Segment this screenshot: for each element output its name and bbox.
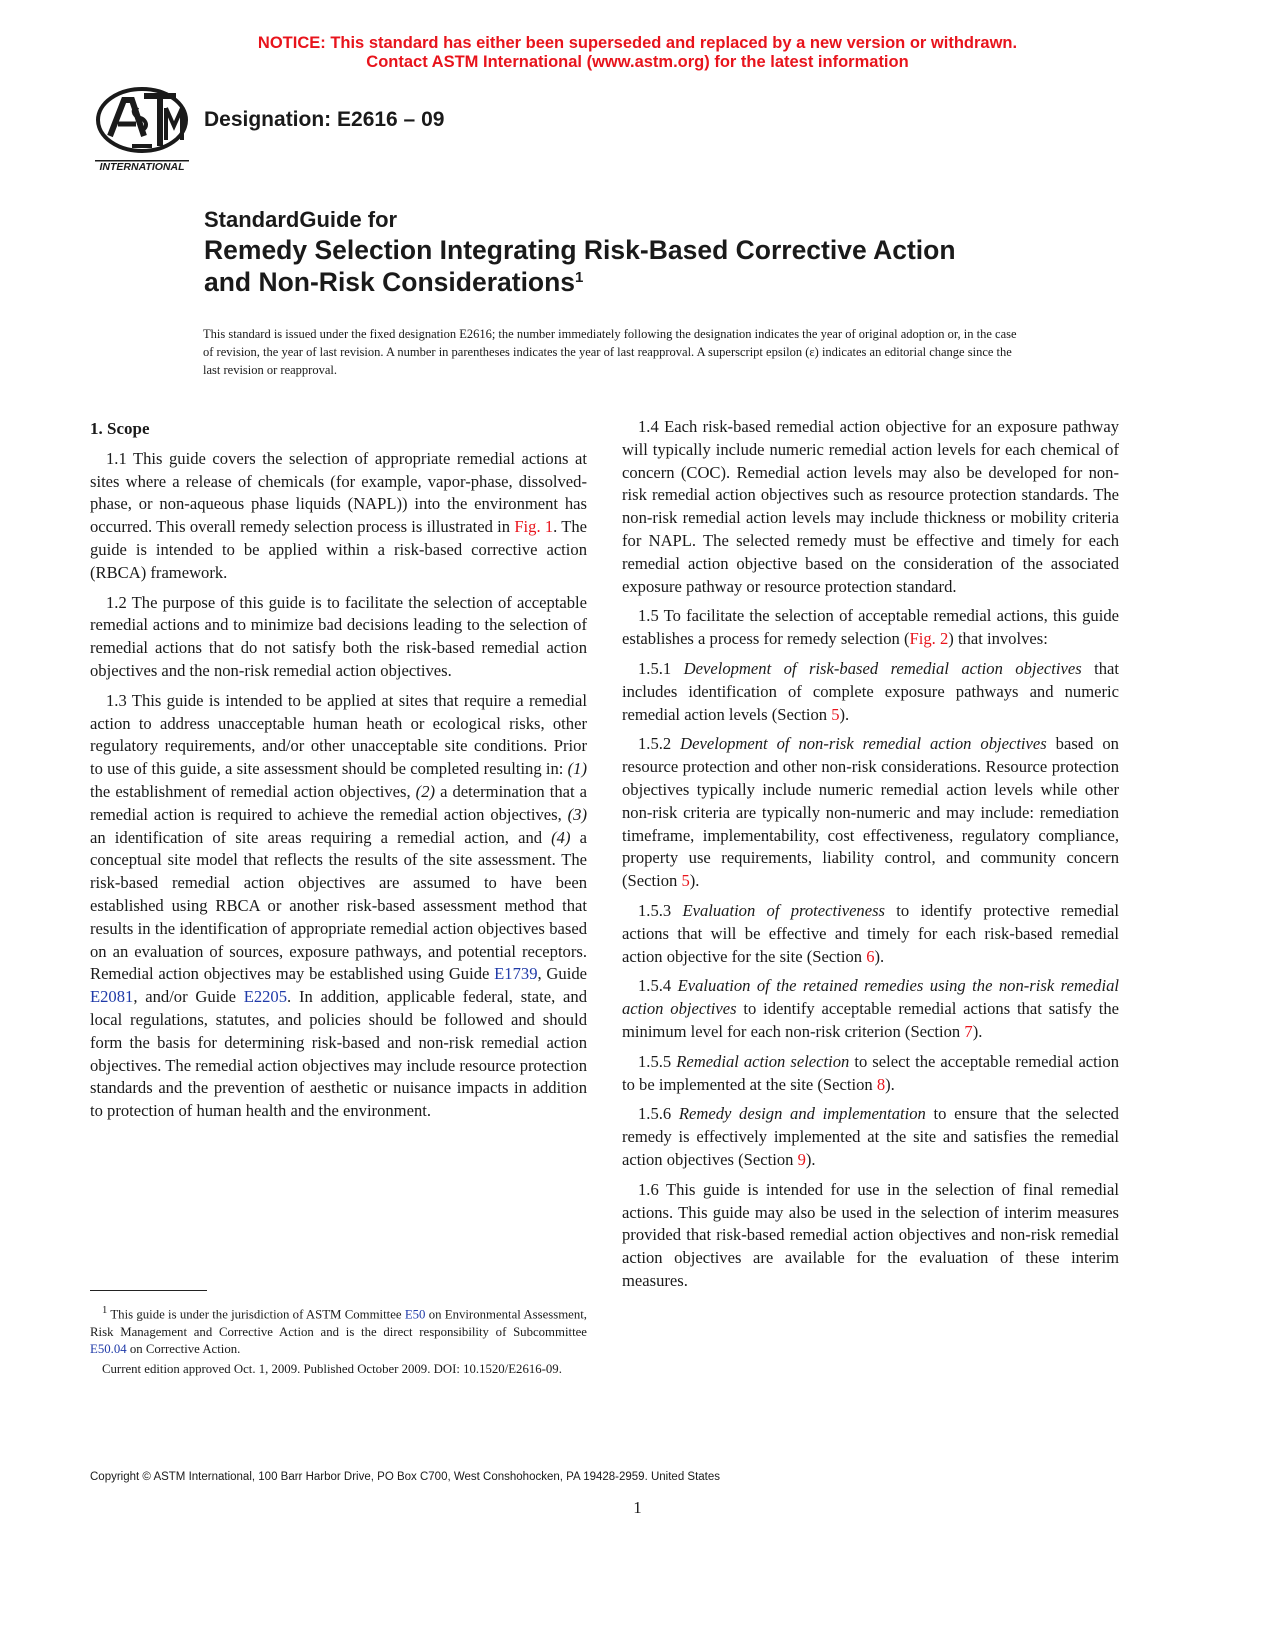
- text-span: ).: [874, 946, 885, 966]
- text-span: a determination that a remedial action is required to achieve the remedial action objectives,: [90, 781, 588, 824]
- text-span: that includes identification of complete exposure pathways and numeric remedial action levels (Section: [622, 658, 1119, 724]
- text-span: 1.5 To facilitate the selection of acceptable remedial actions, this guide establishes a process for remedy selection (: [622, 606, 1119, 649]
- paragraph-1-5: [622, 605, 1119, 651]
- title-line-3: [204, 266, 1104, 298]
- copyright: Copyright © ASTM International, 100 Barr Harbor Drive, PO Box C700, West Conshohocken, PA 19428-2959. United States: [90, 1471, 721, 1483]
- footnote-mark: 1: [102, 1305, 108, 1316]
- paragraph-1-3: [90, 690, 587, 1123]
- text-span: ).: [972, 1021, 983, 1041]
- footnote: [90, 1302, 587, 1381]
- text-span: on Corrective Action.: [126, 1342, 241, 1357]
- paragraph-1-5-4: [622, 975, 1119, 1043]
- notice-banner: [0, 34, 1275, 72]
- title-line-1: StandardGuide for: [204, 207, 398, 232]
- footnote-1: [90, 1302, 587, 1359]
- astm-logo-graphic: [92, 86, 192, 172]
- text-span: 1.3 This guide is intended to be applied at sites that require a remedial action to address unacceptable human heath or ecological risks, other regulatory requirements, and/or other unacceptable site conditions. Prior to use of this guide, a site assessment should be completed resulting in:: [90, 690, 587, 779]
- title-line-2: Remedy Selection Integrating Risk-Based Corrective Action: [204, 235, 956, 265]
- astm-logo-icon: [92, 86, 192, 172]
- text-span: to select the acceptable remedial action to be implemented at the site (Section: [622, 1051, 1119, 1094]
- text-span: , Guide: [537, 964, 587, 984]
- text-span: 1.5.6: [638, 1104, 679, 1124]
- logo-text: INTERNATIONAL: [99, 161, 185, 172]
- issued-note: This standard is issued under the fixed designation E2616; the number immediately following the designation indicates the year of original adoption or, in the case of revision, the year of last revision. A number in parentheses indicates the year of last reapproval. A superscript epsilon (ε) indicates an editorial change since the last revision or reapproval.: [203, 327, 1017, 377]
- text-span: 1.1 This guide covers the selection of appropriate remedial actions at sites where a release of chemicals (for example, vapor-phase, dissolved-phase, or non-aqueous phase liquids (NAPL)) into the environment has occurred. This overall remedy selection process is illustrated in: [90, 448, 587, 537]
- enum-3: (3): [567, 804, 587, 824]
- text-span: an identification of site areas requiring a remedial action, and: [90, 827, 552, 847]
- right-column: [622, 416, 1119, 1300]
- link-section-8[interactable]: 8: [876, 1074, 886, 1094]
- link-e1739[interactable]: E1739: [494, 964, 538, 984]
- italic-term: Development of non-risk remedial action objectives: [680, 734, 1047, 754]
- link-e2081[interactable]: E2081: [90, 987, 134, 1007]
- text-span: 1.5.1: [638, 658, 684, 678]
- italic-term: Remedy design and implementation: [678, 1104, 926, 1124]
- link-fig-1[interactable]: Fig. 1: [514, 517, 554, 537]
- link-section-7[interactable]: 7: [964, 1021, 973, 1041]
- notice-line-1: NOTICE: This standard has either been superseded and replaced by a new version or withdrawn.: [257, 34, 1018, 52]
- paragraph-1-5-1: [622, 658, 1119, 726]
- paragraph-1-6: 1.6 This guide is intended for use in the selection of final remedial actions. This guide may also be used in the selection of interim measures provided that risk-based remedial action objectives and non-risk remedial action objectives are available for the evaluation of these interim measures.: [622, 1179, 1119, 1290]
- enum-1: (1): [567, 759, 587, 779]
- text-span: to ensure that the selected remedy is effectively implemented at the site and satisfies the remedial action objectives (Section: [622, 1104, 1119, 1169]
- title-line-3-text: and Non-Risk Considerations: [204, 267, 576, 297]
- notice-line-2: Contact ASTM International (www.astm.org) for the latest information: [366, 53, 909, 71]
- text-span: . In addition, applicable federal, state, and local regulations, statutes, and policies should be followed and should form the basis for determining risk-based and non-risk remedial action objectives. The remedial action objectives may include resource protection standards and the prevention of aesthetic or nuisance impacts in addition to protection of human health and the environment.: [90, 987, 587, 1121]
- link-section-5[interactable]: 5: [831, 704, 840, 724]
- paragraph-1-5-2: [622, 733, 1119, 893]
- title-footnote-mark: 1: [575, 269, 584, 286]
- section-heading-scope: 1. Scope: [90, 419, 150, 438]
- text-span: based on resource protection and other non-risk considerations. Resource protection objectives typically include numeric remedial action levels while other non-risk criteria are typically non-numeric and may include: remediation timeframe, implementability, cost effectiveness, regulatory compliance, property use requirements, liability control, and community concern (Section: [622, 734, 1119, 891]
- text-span: ).: [689, 871, 700, 891]
- paragraph-1-2: 1.2 The purpose of this guide is to facilitate the selection of acceptable remedial actions and to minimize bad decisions leading to the selection of remedial actions that do not satisfy both the risk-based remedial action objectives and the non-risk remedial action objectives.: [90, 592, 587, 680]
- designation: Designation: E2616 – 09: [204, 108, 445, 131]
- link-section-9[interactable]: 9: [797, 1149, 806, 1169]
- paragraph-1-5-3: [622, 900, 1119, 968]
- italic-term: Remedial action selection: [676, 1051, 850, 1071]
- text-span: a conceptual site model that reflects the results of the site assessment. The risk-based remedial action objectives are assumed to have been established using RBCA or another risk-based assessment method that results in the identification of appropriate remedial action objectives based on an evaluation of sources, exposure pathways, and potential receptors. Remedial action objectives may be established using Guide: [90, 827, 587, 984]
- footnote-edition: Current edition approved Oct. 1, 2009. Published October 2009. DOI: 10.1520/E2616-09.: [102, 1362, 562, 1377]
- text-span: 1.5.2: [638, 734, 681, 754]
- italic-term: Evaluation of protectiveness: [682, 900, 886, 920]
- paragraph-1-4: 1.4 Each risk-based remedial action objective for an exposure pathway will typically include numeric remedial action levels for each chemical of concern (COC). Remedial action levels may also be developed for non-risk remedial action objectives such as resource protection standards. The non-risk remedial action levels may include thickness or mobility criteria for NAPL. The selected remedy must be effective and timely for each remedial action objective based on the consideration of the associated exposure pathway or resource protection standard.: [622, 417, 1119, 596]
- text-span: , and/or Guide: [133, 987, 244, 1007]
- text-span: This guide is under the jurisdiction of ASTM Committee: [107, 1307, 405, 1322]
- link-e50-04[interactable]: E50.04: [90, 1342, 127, 1357]
- text-span: to identify acceptable remedial actions that satisfy the minimum level for each non-risk criterion (Section: [622, 999, 1120, 1041]
- text-span: ).: [839, 704, 850, 724]
- footnote-divider: [90, 1290, 207, 1291]
- paragraph-1-1: [90, 448, 587, 585]
- link-fig-2[interactable]: Fig. 2: [909, 629, 949, 649]
- link-section-5[interactable]: 5: [681, 871, 690, 891]
- paragraph-1-5-6: [622, 1103, 1119, 1171]
- text-span: to identify protective remedial actions that will be effective and timely for each risk-based remedial action objective for the site (Section: [622, 900, 1119, 966]
- link-e50[interactable]: E50: [404, 1307, 426, 1322]
- link-e2205[interactable]: E2205: [243, 987, 288, 1007]
- text-span: 1.5.5: [638, 1051, 677, 1071]
- left-column: [90, 416, 587, 1130]
- text-span: the establishment of remedial action objectives,: [90, 781, 416, 801]
- link-section-6[interactable]: 6: [866, 946, 875, 966]
- italic-term: Evaluation of the retained remedies using the non-risk remedial action objectives: [622, 976, 1119, 1019]
- text-span: on Environmental Assessment, Risk Management and Corrective Action and is the direct responsibility of Subcommittee: [90, 1307, 587, 1339]
- document-title: [204, 206, 1104, 298]
- text-span: ).: [885, 1074, 895, 1094]
- text-span: . The guide is intended to be applied within a risk-based corrective action (RBCA) framework.: [90, 517, 587, 582]
- text-span: ) that involves:: [948, 629, 1048, 649]
- page-number: 1: [633, 1498, 642, 1517]
- text-span: ).: [805, 1149, 816, 1169]
- text-span: 1.5.3: [638, 900, 683, 920]
- paragraph-1-5-5: [622, 1051, 1119, 1097]
- enum-4: (4): [551, 827, 571, 847]
- italic-term: Development of risk-based remedial action objectives: [683, 658, 1082, 678]
- enum-2: (2): [415, 781, 436, 801]
- text-span: 1.5.4: [638, 976, 678, 996]
